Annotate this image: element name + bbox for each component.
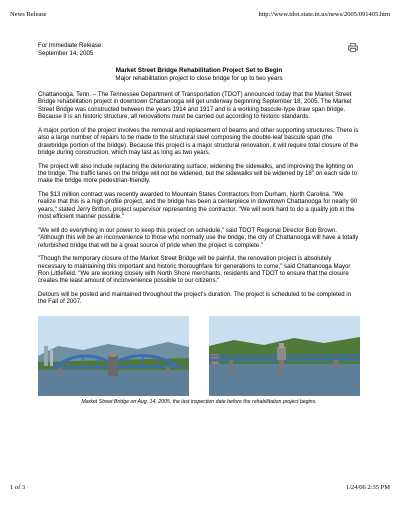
headline: Market Street Bridge Rehabilitation Project Set to Begin: [115, 67, 283, 75]
release-date: September 14, 2005: [38, 49, 94, 57]
page-number: 1 of 3: [10, 484, 26, 491]
paragraph: The project will also include replacing the deteriorating surface, widening the sidewalks, and improving the lighting on the bridge. The traffic lanes on the bridge will not be widened, but the sidewalks will be widened by 18" on each side to make the bridge more pedestrian-friendly.: [38, 162, 358, 185]
bridge-photo-right: [209, 316, 360, 396]
browser-header-url: http://www.tdot.state.tn.us/news/2005/091405.htm: [258, 11, 390, 18]
paragraph: A major portion of the project involves the removal and replacement of beams and other supporting structures. There is also a large number of repairs to be made to the structural steel composing the double-leaf bascule span (the drawbridge portion of the bridge). Because this project is a major structural renovation, it will require total closure of the bridge during construction, which may last as long as two years.: [38, 126, 359, 157]
paragraph: "Though the temporary closure of the Market Street Bridge will be painful, the renovation project is absolutely necessary to maintaining this important and historic thoroughfare for generations to come," said Chattanooga Mayor Ron Littlefield. "We are working closely with North Shore merchants, residents and TDOT to ensure that the closure creates the least amount of inconvenience possible to our citizens.": [38, 255, 351, 285]
press-release: [38, 42, 360, 406]
print-timestamp: 1/24/06 2:35 PM: [345, 484, 390, 491]
paragraph: "We will do everything in our power to keep this project on schedule," said TDOT Regional Director Bob Brown. "Although this will be an inconvenience to those who normally use the bridge, the city of Chattanooga will have a totally refurbished bridge that will be a great source of pride when the project is complete.": [38, 226, 359, 249]
photo-caption: Market Street Bridge on Aug. 14, 2005, the last inspection date before the rehabilitation project begins.: [81, 398, 317, 405]
printer-icon[interactable]: [348, 43, 358, 52]
release-label: For Immediate Release:: [38, 42, 104, 49]
subheadline: Major rehabilitation project to close bridge for up to two years: [115, 74, 283, 82]
paragraph: Chattanooga, Tenn. – The Tennessee Department of Transportation (TDOT) announced today that the Market Street Bridge rehabilitation project in downtown Chattanooga will get underway beginning September 18, 2005. The Market Street Bridge was constructed between the years 1914 and 1917 and is a working bascule-type draw span bridge. Because it is an historic structure, all renovations must be carried out according to historic standards.: [38, 91, 352, 121]
paragraph: The $13 million contract was recently awarded to Mountain States Contractors from Durham, North Carolina. "We realize that this is a high-profile project, and the bridge has been a centerpiece in downtown Chattanooga for nearly 90 years," stated Jerry Britton, project supervisor representing the contractor. "We will work hard to do a quality job in the most efficient manner possible.": [38, 191, 358, 221]
bridge-photos: [38, 316, 360, 396]
paragraph: Detours will be posted and maintained throughout the project's duration. The project is scheduled to be completed in the Fall of 2007.: [38, 291, 352, 306]
bridge-photo-left: [38, 316, 189, 396]
release-info: [38, 42, 360, 57]
browser-header-title: News Release: [10, 11, 47, 18]
